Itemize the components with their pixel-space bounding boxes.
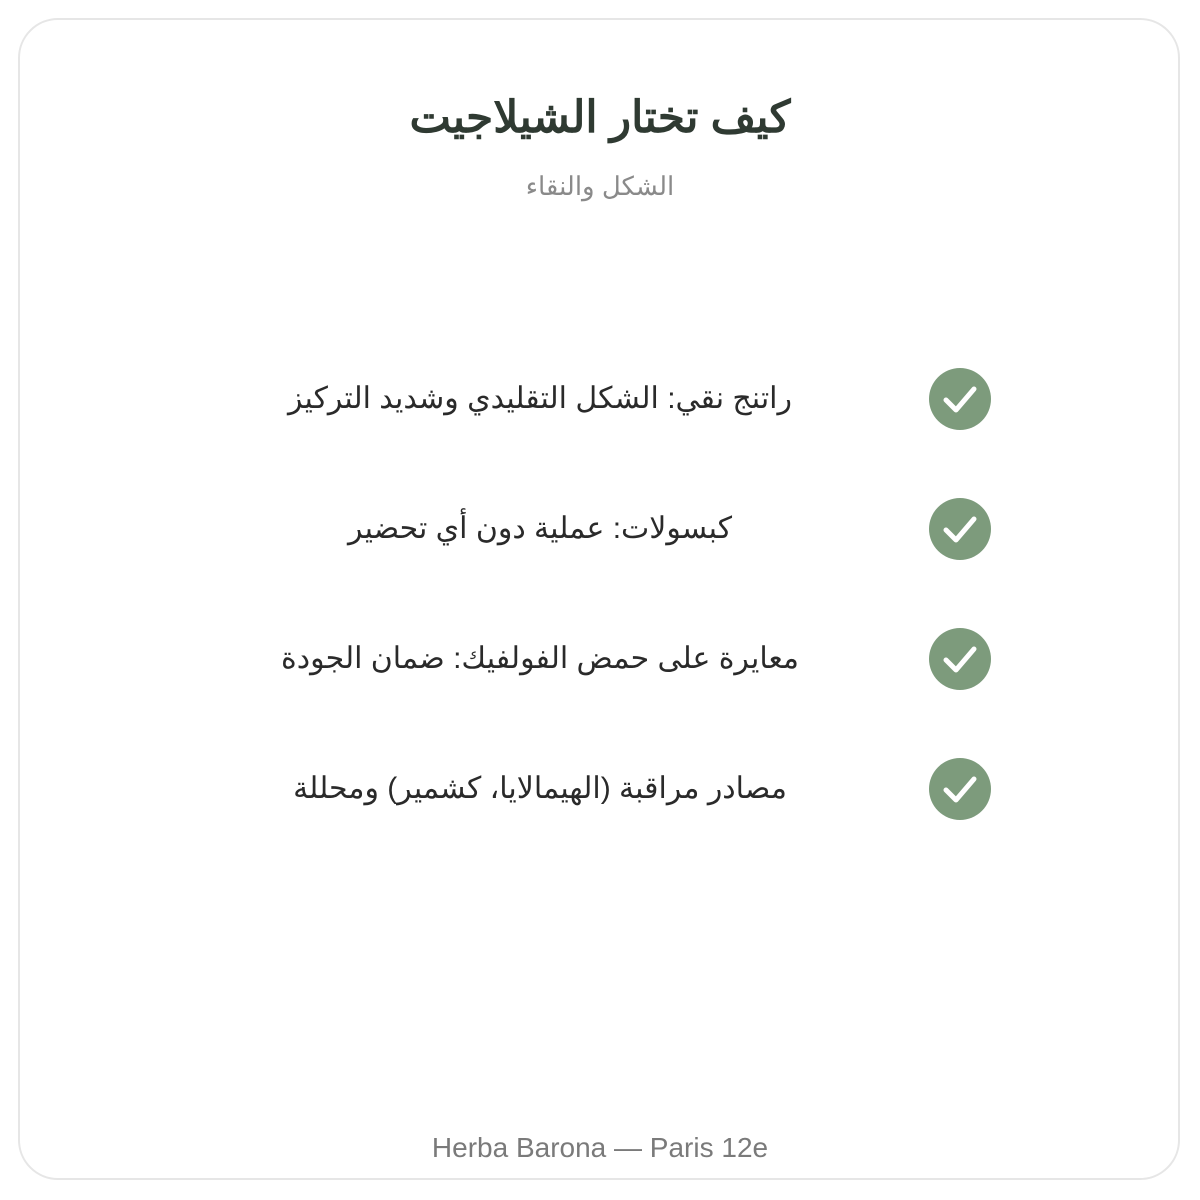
list-item-text: معايرة على حمض الفولفيك: ضمان الجودة xyxy=(281,642,799,675)
check-circle-icon xyxy=(929,628,991,690)
check-circle-icon xyxy=(929,368,991,430)
list-item-text: مصادر مراقبة (الهيمالايا، كشمير) ومحللة xyxy=(293,772,787,805)
list-item-text: كبسولات: عملية دون أي تحضير xyxy=(348,512,732,545)
page-title: كيف تختار الشيلاجيت xyxy=(409,93,791,142)
page-subtitle: الشكل والنقاء xyxy=(525,171,675,201)
check-circle-icon xyxy=(929,498,991,560)
footer-brand: Herba Barona — Paris 12e xyxy=(431,1132,769,1163)
check-circle-icon xyxy=(929,758,991,820)
list-item xyxy=(0,498,1200,560)
list-item xyxy=(0,628,1200,690)
list-item xyxy=(0,368,1200,430)
list-item xyxy=(0,758,1200,820)
list-item-text: راتنج نقي: الشكل التقليدي وشديد التركيز xyxy=(287,382,792,415)
